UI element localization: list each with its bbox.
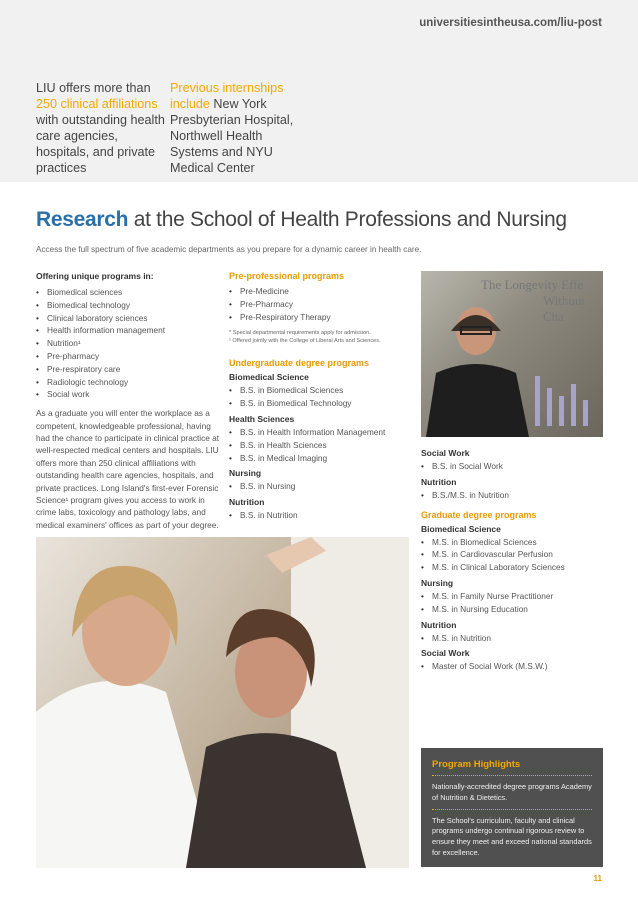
programs-column-continued — [421, 444, 603, 673]
list-item: • M.S. in Cardiovascular Perfusion — [421, 548, 603, 561]
list-item: • M.S. in Family Nurse Practitioner — [421, 590, 603, 603]
subsection-label: Nutrition — [229, 497, 265, 508]
callout-highlight: Previous internships include — [170, 81, 284, 111]
highlights-title: Program Highlights — [432, 759, 592, 776]
callout-text: New York Presbyterian Hospital, Northwell Health Systems and NYU Medical Center — [170, 97, 294, 175]
subsection-label: Biomedical Science — [421, 523, 501, 534]
list-item: • M.S. in Nutrition — [421, 632, 603, 645]
list-item: • Clinical laboratory sciences — [36, 312, 221, 325]
page-number: 11 — [593, 874, 602, 883]
list-item: • Pre-Respiratory Therapy — [229, 311, 415, 324]
program-list — [421, 536, 603, 574]
list-item: • M.S. in Nursing Education — [421, 603, 603, 616]
list-item: • Pre-Pharmacy — [229, 298, 415, 311]
title-rest: at the School of Health Professions and Nursing — [128, 208, 567, 231]
program-list — [421, 460, 603, 473]
list-item: • Nutrition¹ — [36, 337, 221, 350]
program-list — [229, 480, 415, 493]
program-list — [229, 426, 415, 464]
slide-chart-graphic — [531, 366, 601, 426]
program-list — [229, 384, 415, 410]
highlight-item: The School's curriculum, faculty and clinical programs undergo continual rigorous review to ensure they meet and exceed national standards for excellence. — [432, 815, 592, 857]
clinicians-figure — [36, 537, 409, 868]
callout-highlight: 250 clinical affiliations — [36, 97, 158, 111]
subsection-label: Biomedical Science — [229, 372, 309, 383]
callout-affiliations — [36, 80, 166, 176]
list-item: • B.S. in Nursing — [229, 480, 415, 493]
graduate-paragraph: As a graduate you will enter the workplace as a competent, knowledgeable professional, having had the chance to participate in clinical practice at well-respected medical centers and hospitals. LIU offers more than 250 clinical affiliations with outstanding health care agencies, hospitals, and private practices. Long Island's first-ever Forensic Science¹ program gives you access to work in crime labs, toxicology and pathology labs, and medical examiners' offices as part of your degree. — [36, 408, 220, 530]
callout-text: LIU offers more than — [36, 81, 151, 95]
preprofessional-list — [229, 285, 415, 323]
highlight-item: Nationally-accredited degree programs Academy of Nutrition & Dietetics. — [432, 782, 592, 810]
program-list — [421, 660, 603, 673]
preprofessional-title: Pre-professional programs — [229, 271, 345, 281]
list-item: • B.S. in Social Work — [421, 460, 603, 473]
list-item: • B.S. in Health Sciences — [229, 439, 415, 452]
unique-list — [36, 286, 221, 401]
page-title — [36, 208, 567, 232]
list-item: • M.S. in Biomedical Sciences — [421, 536, 603, 549]
lecturer-figure — [421, 291, 531, 437]
program-list — [421, 590, 603, 616]
list-item: • B.S. in Medical Imaging — [229, 452, 415, 465]
callout-text: with outstanding health care agencies, hospitals, and private practices — [36, 113, 165, 175]
unique-programs-column — [36, 271, 221, 531]
list-item: • B.S. in Biomedical Technology — [229, 397, 415, 410]
lecturer-photo — [421, 271, 603, 437]
list-item: • Pre-Medicine — [229, 285, 415, 298]
site-url[interactable]: universitiesintheusa.com/liu-post — [419, 17, 602, 29]
program-highlights-box — [421, 748, 603, 867]
list-item: • Biomedical sciences — [36, 286, 221, 299]
unique-heading: Offering unique programs in: — [36, 271, 154, 281]
list-item: • B.S. in Health Information Management — [229, 426, 415, 439]
subsection-label: Nursing — [421, 577, 454, 588]
subsection-label: Health Sciences — [229, 413, 295, 424]
graduate-title: Graduate degree programs — [421, 509, 537, 520]
list-item: • B.S./M.S. in Nutrition — [421, 489, 603, 502]
undergraduate-title: Undergraduate degree programs — [229, 358, 370, 369]
list-item: • M.S. in Clinical Laboratory Sciences — [421, 561, 603, 574]
intro-text: Access the full spectrum of five academic departments as you prepare for a dynamic career in health care. — [36, 245, 422, 254]
footnote: * Special departmental requirements apply for admission. — [229, 330, 371, 337]
photo-slide-text: The Longevity Effe — [481, 277, 584, 292]
callout-internships — [170, 80, 300, 176]
subsection-label: Nutrition — [421, 619, 457, 630]
program-list — [421, 489, 603, 502]
list-item: • Health information management — [36, 324, 221, 337]
list-item: • B.S. in Nutrition — [229, 509, 415, 522]
list-item: • Biomedical technology — [36, 299, 221, 312]
list-item: • Pre-respiratory care — [36, 363, 221, 376]
list-item: • Radiologic technology — [36, 376, 221, 389]
subsection-label: Nutrition — [421, 476, 457, 487]
photo-slide-text: Without Cha — [543, 293, 586, 324]
list-item: • Master of Social Work (M.S.W.) — [421, 660, 603, 673]
footnote: ¹ Offered jointly with the College of Liberal Arts and Sciences. — [229, 338, 381, 345]
title-strong: Research — [36, 208, 129, 231]
clinical-photo — [36, 537, 409, 868]
subsection-label: Social Work — [421, 648, 470, 659]
list-item: • Social work — [36, 388, 221, 401]
list-item: • B.S. in Biomedical Sciences — [229, 384, 415, 397]
program-list — [229, 509, 415, 522]
subsection-label: Social Work — [421, 448, 470, 458]
programs-column — [229, 271, 415, 522]
subsection-label: Nursing — [229, 468, 262, 479]
program-list — [421, 632, 603, 645]
list-item: • Pre-pharmacy — [36, 350, 221, 363]
